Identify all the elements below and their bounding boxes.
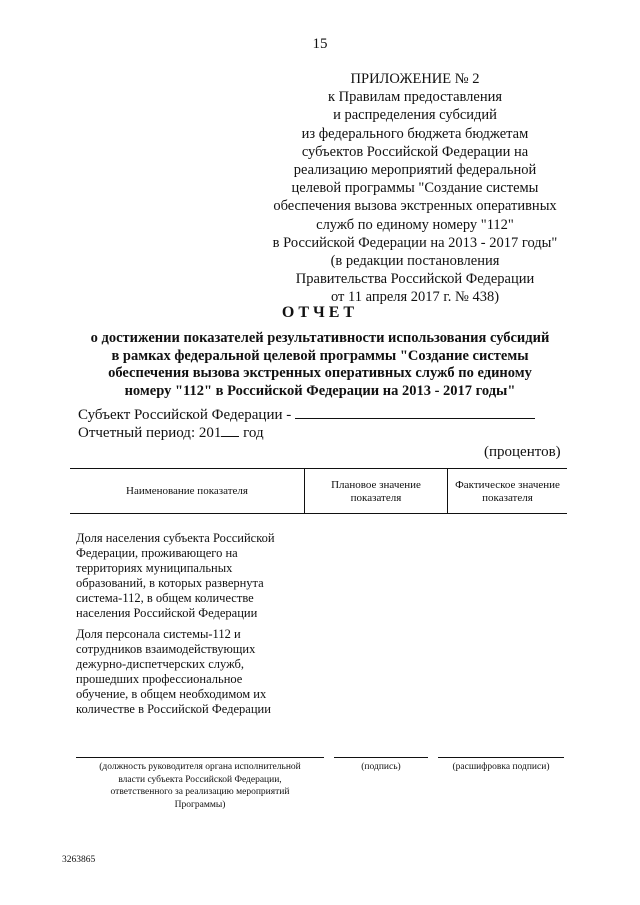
position-caption-line: (должность руководителя органа исполнительной <box>99 762 301 772</box>
report-title: ОТЧЕТ <box>281 304 359 321</box>
table-row <box>76 627 306 717</box>
appendix-line: реализацию мероприятий федеральной <box>293 162 537 179</box>
appendix-line: и распределения субсидий <box>333 107 497 124</box>
row-text-line: Доля населения субъекта Российской <box>76 531 275 545</box>
subject-label: Субъект Российской Федерации - <box>78 407 292 423</box>
report-subtitle-line: номеру "112" в Российской Федерации на 2013 - 2017 годы" <box>124 382 516 399</box>
period-suffix: год <box>243 425 264 441</box>
appendix-line: обеспечения вызова экстренных оперативных <box>273 198 557 215</box>
signature-caption: (подпись) <box>361 762 401 772</box>
row-text-line: образований, в которых развернута <box>76 576 264 590</box>
position-caption <box>76 761 324 811</box>
appendix-line: ПРИЛОЖЕНИЕ № 2 <box>350 71 480 87</box>
column-header-indicator: Наименование показателя <box>126 485 248 497</box>
column-header-planned: Плановое значение показателя <box>331 478 421 504</box>
appendix-line: (в редакции постановления <box>330 253 500 270</box>
row-text-line: Доля персонала системы-112 и <box>76 627 241 641</box>
period-field <box>78 422 264 442</box>
report-subtitle-line: в рамках федеральной целевой программы "Создание системы <box>111 347 529 364</box>
appendix-line: в Российской Федерации на 2013 - 2017 годы" <box>272 234 558 251</box>
appendix-header <box>250 70 580 307</box>
appendix-line: Правительства Российской Федерации <box>295 271 535 288</box>
row-text-line: количестве в Российской Федерации <box>76 702 271 716</box>
period-blank <box>221 422 239 437</box>
position-caption-line: Программы) <box>174 799 226 810</box>
row-text-line: сотрудников взаимодействующих <box>76 642 256 656</box>
position-signature-line <box>76 757 324 758</box>
row-text-line: населения Российской Федерации <box>76 606 258 620</box>
appendix-line: целевой программы "Создание системы <box>291 180 539 197</box>
appendix-line: из федерального бюджета бюджетам <box>301 125 529 142</box>
row-text-line: прошедших профессиональное <box>76 672 243 686</box>
row-text-line: дежурно-диспетчерских служб, <box>76 657 245 671</box>
report-subtitle-line: обеспечения вызова экстренных оперативных служб по единому <box>108 365 532 381</box>
subject-blank <box>295 404 535 419</box>
appendix-line: к Правилам предоставления <box>327 89 503 106</box>
document-code: 3263865 <box>62 855 96 865</box>
row-text-line: обучение, в общем необходимом их <box>76 687 267 701</box>
decode-signature-line <box>438 757 564 758</box>
row-text-line: Федерации, проживающего на <box>76 546 238 560</box>
report-subtitle-line: о достижении показателей результативности использования субсидий <box>90 330 550 346</box>
position-caption-line: ответственного за реализацию мероприятий <box>110 787 290 797</box>
signature-line <box>334 757 428 758</box>
row-text-line: территориях муниципальных <box>76 561 233 575</box>
position-caption-line: власти субъекта Российской Федерации, <box>118 774 282 785</box>
subject-field <box>78 404 535 424</box>
column-header-actual: Фактическое значение показателя <box>455 478 560 504</box>
units-label: (процентов) <box>484 444 561 460</box>
period-label: Отчетный период: 201 <box>78 425 222 441</box>
appendix-line: от 11 апреля 2017 г. № 438) <box>330 289 500 306</box>
row-text-line: система-112, в общем количестве <box>76 591 254 605</box>
table-top-border <box>70 468 567 469</box>
page-number: 15 <box>312 36 328 52</box>
decode-caption: (расшифровка подписи) <box>452 762 550 772</box>
table-header-bottom-border <box>70 513 567 514</box>
report-subtitle <box>62 330 578 400</box>
appendix-line: субъектов Российской Федерации на <box>301 143 529 160</box>
table-row <box>76 531 306 621</box>
appendix-line: служб по единому номеру "112" <box>316 216 514 233</box>
